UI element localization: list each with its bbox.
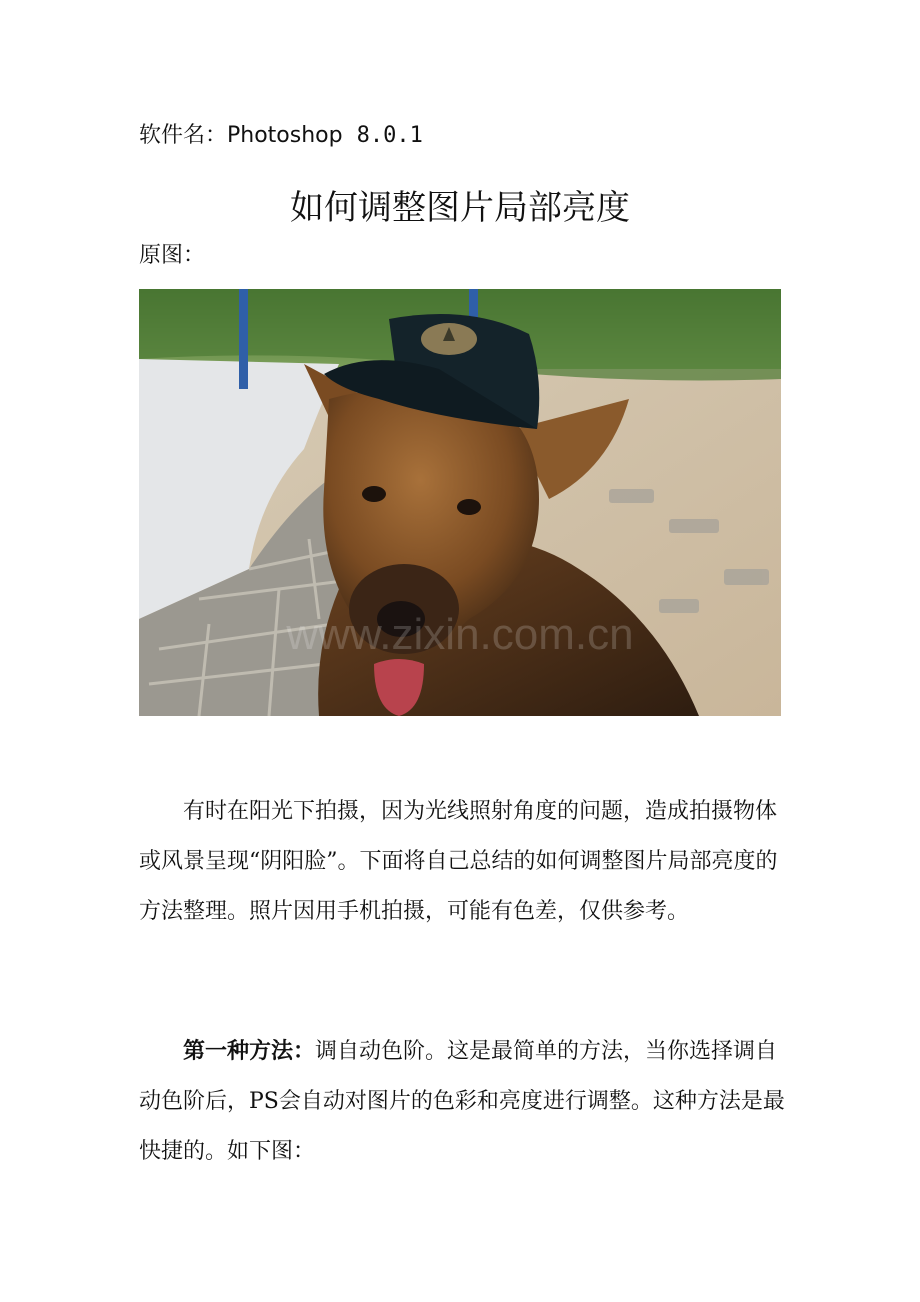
intro-text: 有时在阳光下拍摄，因为光线照射角度的问题，造成拍摄物体或风景呈现“阴阳脸”。下面将自己总结的如何调整图片局部亮度的方法整理。照片因用手机拍摄，可能有色差，仅供参考。 (139, 799, 778, 924)
original-image-label: 原图： (139, 243, 206, 268)
dog-eye-left (362, 486, 386, 502)
software-name-line (139, 120, 423, 152)
original-photo (139, 289, 781, 716)
method-one-text: 调自动色阶。这是最简单的方法，当你选择调自动色阶后，PS会自动对图片的色彩和亮度进行调整。这种方法是最快捷的。如下图： (139, 1039, 785, 1164)
page-title: 如何调整图片局部亮度 (290, 188, 630, 228)
dog-eye-right (457, 499, 481, 515)
method-one-paragraph (139, 1027, 789, 1177)
blue-pole-left (239, 289, 248, 389)
dog-photo-illustration (139, 289, 781, 716)
method-one-label: 第一种方法： (183, 1039, 316, 1064)
photo-watermark: www.zixin.com.cn (286, 610, 634, 659)
intro-paragraph (139, 787, 789, 937)
software-label: 软件名：Photoshop (139, 123, 343, 148)
software-version: 8.0.1 (356, 123, 423, 148)
